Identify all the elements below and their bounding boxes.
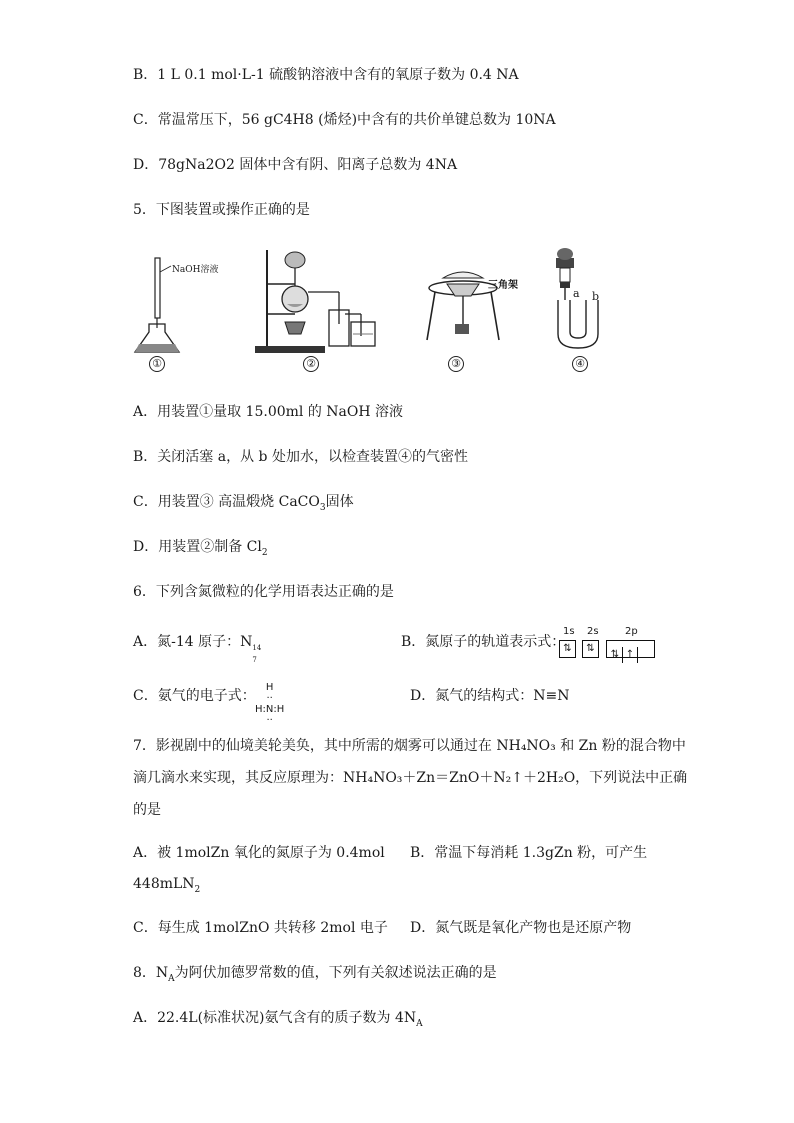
valve-a-label: a [573,287,580,300]
q8-stem: 8．$N_A$为阿伏加德罗常数的值，下列有关叙述说法正确的是 [133,965,497,984]
q7-option-a: A．被 1molZn 氧化的氮原子为 0.4mol [133,845,385,861]
figure-label-4: ④ [572,356,588,372]
apparatus-2-chlorine-generator [253,244,393,356]
q7-option-d: D．氮气既是氧化产物也是还原产物 [410,920,632,936]
q6-option-c: C．氨气的电子式： [133,688,256,704]
apparatus-4-u-tube [548,244,618,354]
q5-option-b: B．关闭活塞 a，从 b 处加水，以检查装置④的气密性 [133,449,468,465]
ammonia-electron-formula: H ·· H:N:H ·· [255,682,285,726]
q7-stem-line-2: 滴几滴水来实现，其反应原理为：NH₄NO₃＋Zn＝ZnO＋N₂↑＋2H₂O，下列说法中正确 [133,770,688,786]
q6-option-b: B．氮原子的轨道表示式： [401,634,566,650]
q7-option-b: B．常温下每消耗 1.3gZn 粉，可产生 [410,845,648,861]
q7-stem-line-1: 7．影视剧中的仙境美轮美奂，其中所需的烟雾可以通过在 NH₄NO₃ 和 Zn 粉的混合物中 [133,738,686,754]
naoh-label: NaOH溶液 [172,265,219,275]
tripod-label: 三角架 [488,280,518,291]
q6-stem: 6．下列含氮微粒的化学用语表达正确的是 [133,584,394,600]
q7-stem-line-3: 的是 [133,802,161,818]
q4-option-c: C．常温常压下，56 gC4H8 (烯烃)中含有的共价单键总数为 10NA [133,112,556,128]
figure-label-3: ③ [448,356,464,372]
q8-option-a: A．22.4L(标准状况)氨气含有的质子数为 $4N_A$ [133,1010,423,1029]
figure-label-1: ① [149,356,165,372]
q7-option-b-continued: 448mLN$_2$ [133,876,201,895]
q4-option-b: B．1 L 0.1 mol·L-1 硫酸钠溶液中含有的氧原子数为 0.4 NA [133,67,519,83]
q5-option-d: D．用装置②制备 $Cl_2$ [133,539,268,558]
q6-option-a: A．氮-14 原子：N 14 7 [133,634,262,664]
q7-option-c: C．每生成 1molZnO 共转移 2mol 电子 [133,920,388,936]
q6-option-d: D．氮气的结构式：N≡N [410,688,570,704]
opening-b-label: b [592,290,600,303]
q5-option-a: A．用装置①量取 15.00ml 的 NaOH 溶液 [133,404,404,420]
q5-option-c: C．用装置③ 高温煅烧 CaCO$_3$固体 [133,494,354,513]
q5-stem: 5．下图装置或操作正确的是 [133,202,310,218]
apparatus-3-crucible-tripod [425,244,505,349]
figure-label-2: ② [303,356,319,372]
q4-option-d: D．78gNa2O2 固体中含有阴、阳离子总数为 4NA [133,157,458,173]
